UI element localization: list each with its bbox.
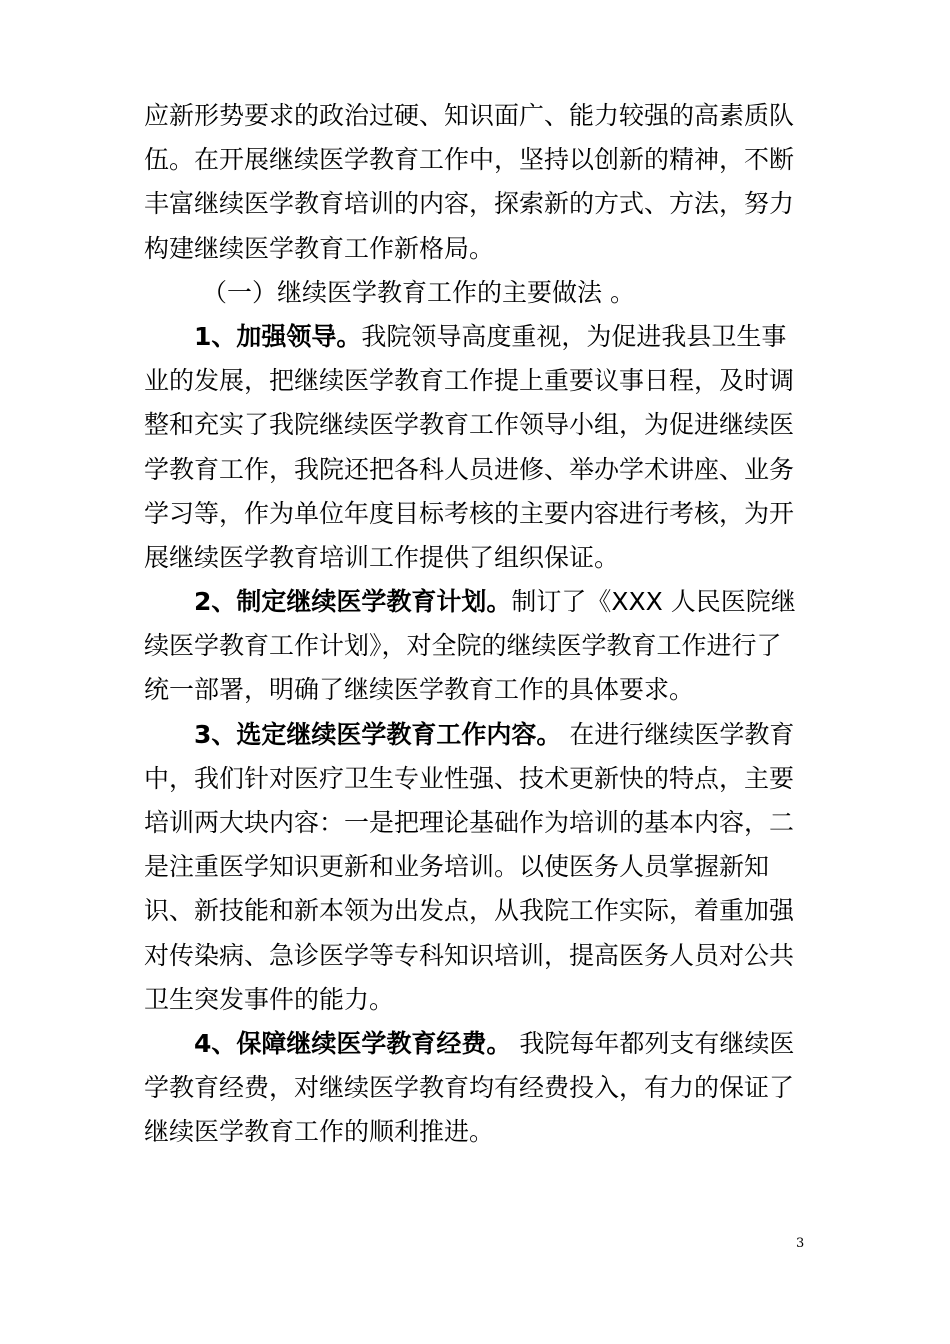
item-line: 对传染病、急诊医学等专科知识培训，提高医务人员对公共 bbox=[144, 940, 795, 970]
item-line: 学教育经费，对继续医学教育均有经费投入，有力的保证了 bbox=[144, 1073, 795, 1103]
item-title: 3、选定继续医学教育工作内容。 bbox=[194, 719, 562, 749]
item-title: 4、保障继续医学教育经费。 bbox=[194, 1028, 512, 1058]
item-line: 识、新技能和新本领为出发点，从我院工作实际，着重加强 bbox=[144, 896, 795, 926]
item-text: 我院领导高度重视，为促进我县卫生事 bbox=[361, 321, 787, 351]
item-line: 卫生突发事件的能力。 bbox=[144, 984, 395, 1014]
item-line: 展继续医学教育培训工作提供了组织保证。 bbox=[144, 542, 620, 572]
item-line: 中，我们针对医疗卫生专业性强、技术更新快的特点，主要 bbox=[144, 763, 795, 793]
intro-line: 伍。在开展继续医学教育工作中，坚持以创新的精神，不断 bbox=[144, 145, 795, 175]
item-line: 业的发展，把继续医学教育工作提上重要议事日程，及时调 bbox=[144, 366, 795, 396]
page-number: 3 bbox=[796, 1236, 805, 1251]
item-text: 制订了《XXX 人民医院继 bbox=[511, 587, 796, 617]
item-line: 学教育工作，我院还把各科人员进修、举办学术讲座、业务 bbox=[144, 454, 795, 484]
item-first-line bbox=[144, 713, 808, 757]
item-line: 整和充实了我院继续医学教育工作领导小组，为促进继续医 bbox=[144, 410, 795, 440]
item-line: 继续医学教育工作的顺利推进。 bbox=[144, 1117, 495, 1147]
item-text: 我院每年都列支有继续医 bbox=[511, 1028, 795, 1058]
intro-line: 应新形势要求的政治过硬、知识面广、能力较强的高素质队 bbox=[144, 101, 795, 130]
item-line: 统一部署，明确了继续医学教育工作的具体要求。 bbox=[144, 675, 695, 705]
item-line: 是注重医学知识更新和业务培训。以使医务人员掌握新知 bbox=[144, 852, 770, 882]
item-text: 在进行继续医学教育 bbox=[561, 719, 795, 749]
item-title: 1、加强领导。 bbox=[194, 321, 362, 351]
section-heading: （一）继续医学教育工作的主要做法 。 bbox=[202, 277, 635, 307]
item-line: 续医学教育工作计划》，对全院的继续医学教育工作进行了 bbox=[144, 631, 782, 661]
document-body bbox=[144, 94, 808, 1155]
item-first-line bbox=[144, 315, 808, 359]
item-first-line bbox=[144, 580, 808, 624]
item-title: 2、制定继续医学教育计划。 bbox=[194, 587, 512, 617]
item-line: 培训两大块内容：一是把理论基础作为培训的基本内容，二 bbox=[144, 808, 795, 837]
item-line: 学习等，作为单位年度目标考核的主要内容进行考核，为开 bbox=[144, 498, 795, 528]
item-first-line bbox=[144, 1022, 808, 1066]
intro-line: 构建继续医学教育工作新格局。 bbox=[144, 233, 495, 263]
intro-line: 丰富继续医学教育培训的内容，探索新的方式、方法，努力 bbox=[144, 189, 795, 219]
